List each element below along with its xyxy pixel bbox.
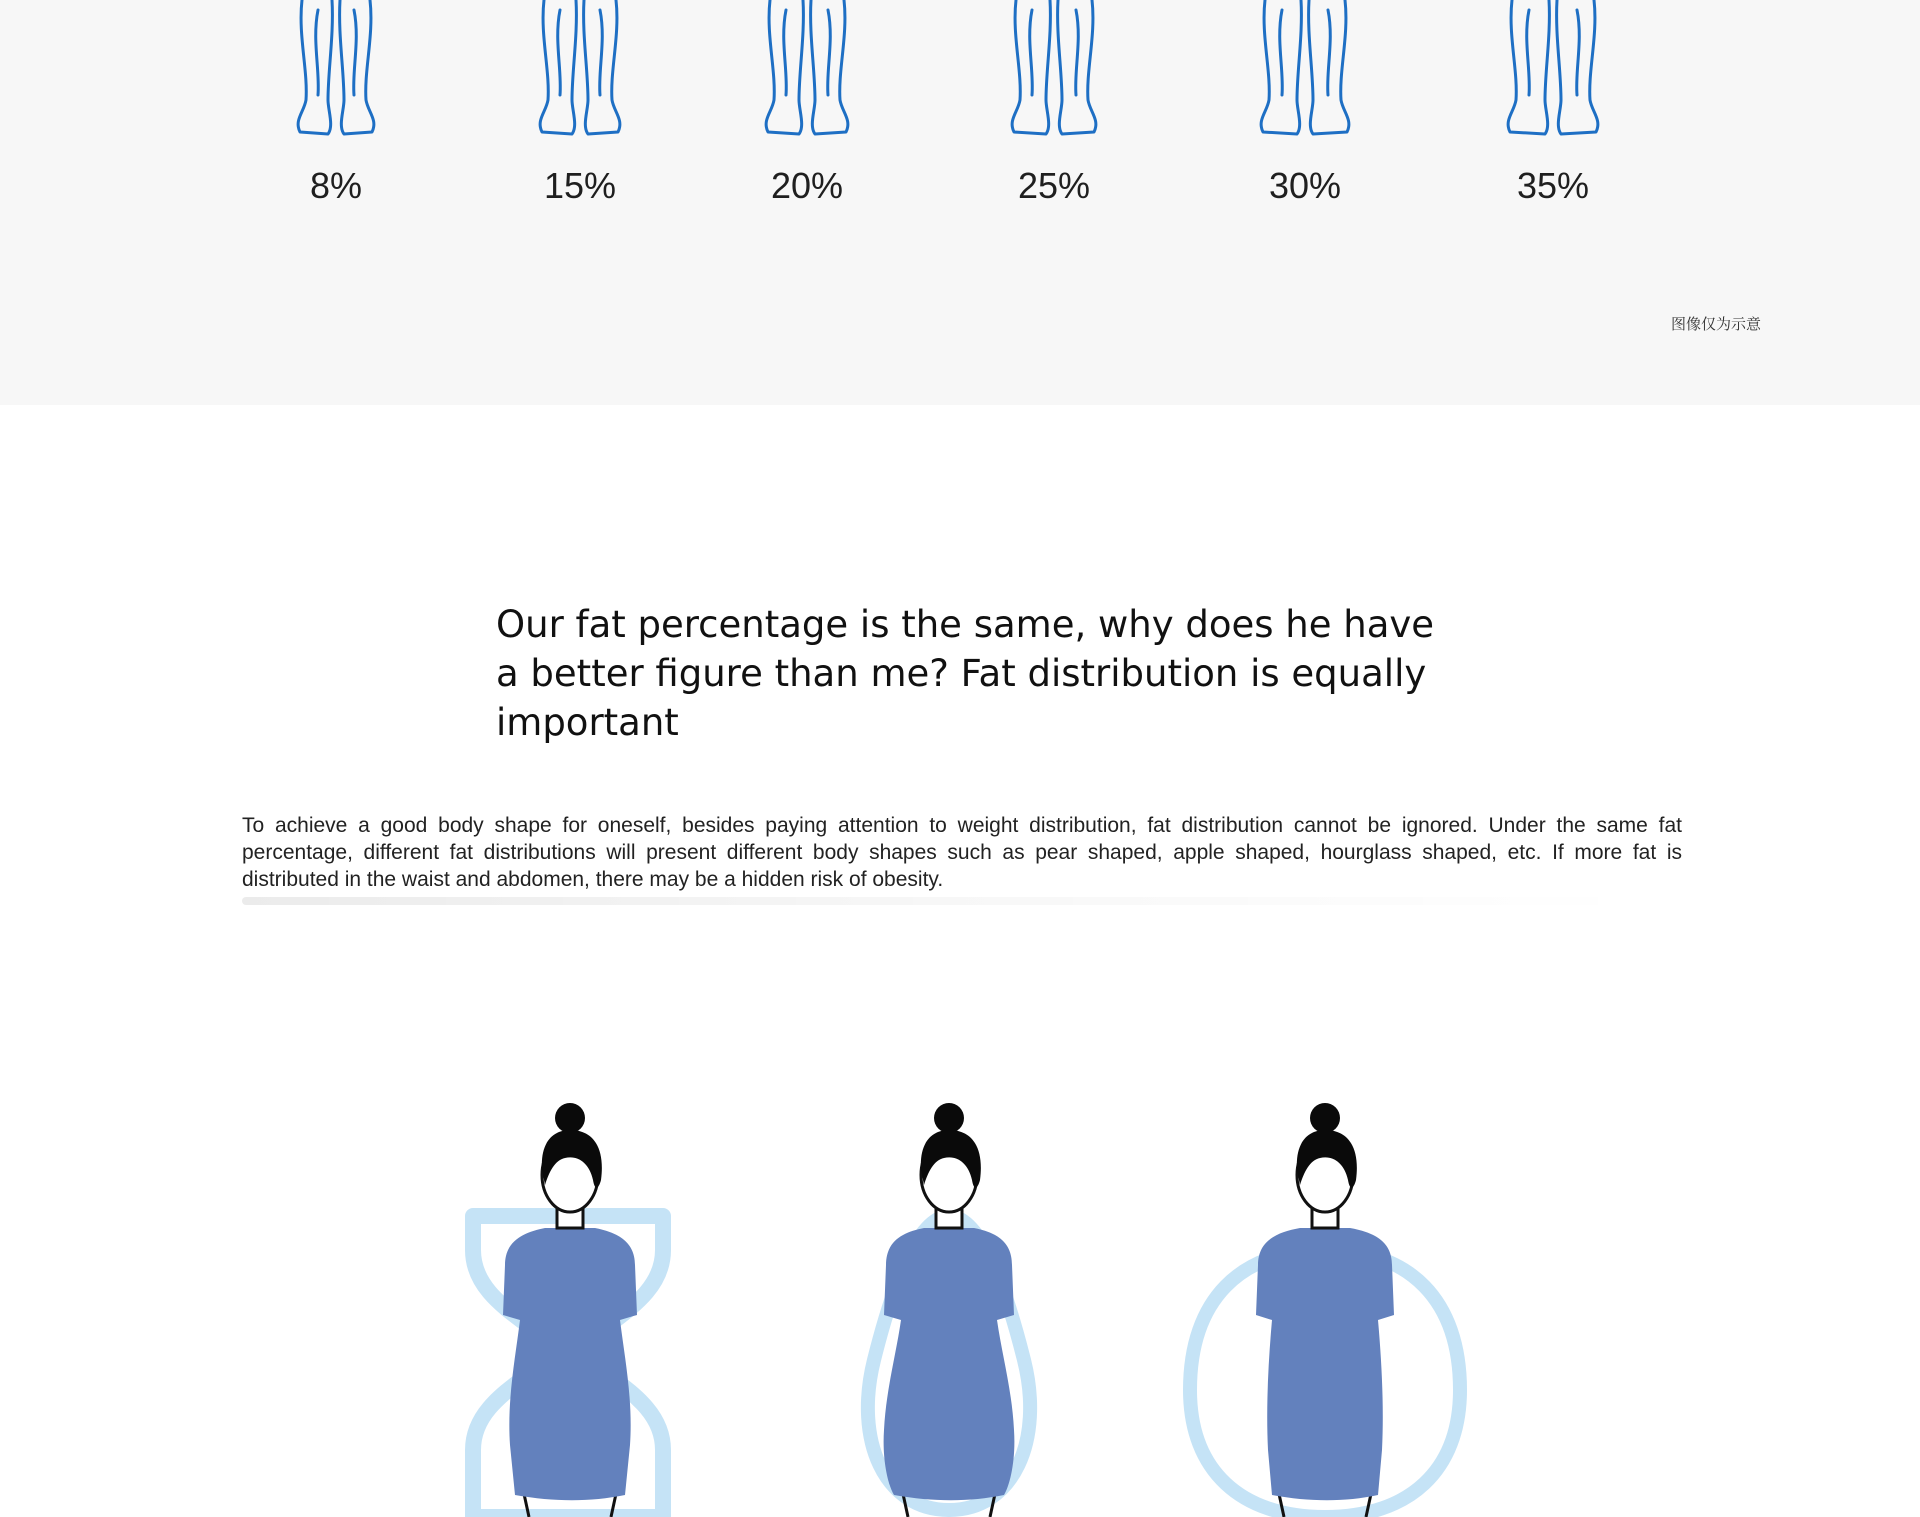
illustration-disclaimer: 图像仅为示意	[1670, 315, 1761, 333]
fat-percentage-label: 20%	[770, 165, 844, 206]
pear-body-figure	[784, 1100, 1114, 1517]
legs-row	[0, 0, 1920, 220]
leg-item	[500, 0, 660, 220]
legs-illustration-icon	[974, 0, 1134, 140]
apple-body-figure	[1160, 1100, 1490, 1517]
fat-percentage-label: 30%	[1268, 165, 1342, 206]
legs-illustration-icon	[1473, 0, 1633, 140]
leg-item	[1225, 0, 1385, 220]
apple-figure-illustration-icon	[1160, 1100, 1490, 1517]
pear-figure-illustration-icon	[784, 1100, 1114, 1517]
legs-illustration-icon	[727, 0, 887, 140]
body-fat-comparison-section	[0, 0, 1920, 405]
leg-item	[974, 0, 1134, 220]
fat-percentage-label: 15%	[543, 165, 617, 206]
fat-percentage-label: 35%	[1516, 165, 1590, 206]
legs-illustration-icon	[500, 0, 660, 140]
section-description: To achieve a good body shape for oneself, besides paying attention to weight distribution, fat distribution cannot be ignored. Under the same fat percentage, different fat distributions will present different body shapes such as pear shaped, apple shaped, hourglass shaped, etc. If more fat is distributed in the waist and abdomen, there may be a hidden risk of obesity.	[242, 814, 1682, 891]
hourglass-body-figure	[405, 1100, 735, 1517]
leg-item	[256, 0, 416, 220]
section-heading: Our fat percentage is the same, why does he have a better figure than me? Fat distribution is equally important	[496, 603, 1435, 744]
hourglass-figure-illustration-icon	[405, 1100, 735, 1517]
fat-percentage-label: 8%	[309, 165, 363, 206]
fat-percentage-label: 25%	[1017, 165, 1091, 206]
faded-divider	[242, 897, 1642, 905]
legs-illustration-icon	[1225, 0, 1385, 140]
legs-illustration-icon	[256, 0, 416, 140]
leg-item	[1473, 0, 1633, 220]
leg-item	[727, 0, 887, 220]
